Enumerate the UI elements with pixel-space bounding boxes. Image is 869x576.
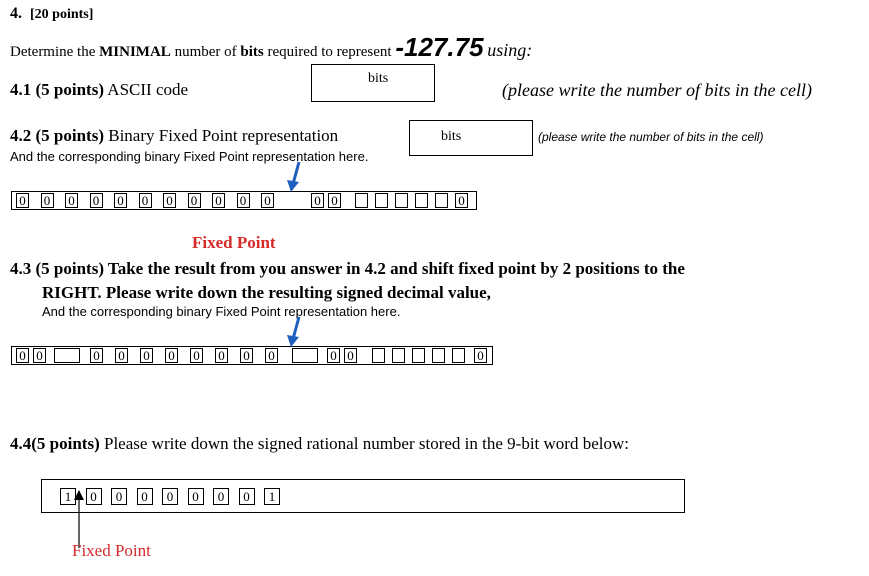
empty-bit-cell[interactable] [435,193,448,208]
q42-bits-cell-text: bits [441,129,462,144]
bit-cell[interactable]: 0 [163,193,176,208]
bit-cell[interactable]: 0 [111,488,127,505]
q42-instruction: (please write the number of bits in the cell) [538,130,764,144]
q44-label [10,434,629,454]
empty-bit-cell[interactable] [375,193,388,208]
q43-subtext: And the corresponding binary Fixed Point representation here. [42,304,401,319]
empty-bit-cell[interactable] [412,348,425,363]
bit-cell[interactable]: 0 [140,348,153,363]
q42-label [10,126,338,146]
bit-cell[interactable]: 0 [213,488,229,505]
q44-label-bold: 4.4(5 points) [10,434,100,453]
bit-cell[interactable]: 0 [327,348,340,363]
target-value: -127.75 [395,32,484,62]
q42-fixed-point-arrow-icon [285,160,305,194]
q44-fixed-point-label: Fixed Point [72,541,151,560]
empty-bit-cell[interactable] [392,348,405,363]
q41-label [10,80,188,100]
bit-cell[interactable]: 0 [311,193,324,208]
bit-cell[interactable]: 0 [240,348,253,363]
bit-cell[interactable]: 0 [165,348,178,363]
bit-cell[interactable]: 0 [328,193,341,208]
empty-bit-cell[interactable] [415,193,428,208]
empty-bit-cell[interactable] [372,348,385,363]
bit-cell[interactable]: 0 [115,348,128,363]
prompt-bits: bits [240,44,264,60]
q41-label-rest: ASCII code [103,80,189,99]
prompt-text-1: Determine the [10,44,100,60]
q43-fixed-point-arrow-icon [285,315,305,349]
bit-cell[interactable]: 0 [162,488,178,505]
prompt-text-3: required to represent [263,44,396,60]
bit-cell[interactable]: 0 [188,193,201,208]
bit-cell[interactable]: 1 [60,488,76,505]
bit-cell[interactable]: 0 [41,193,54,208]
bit-cell[interactable]: 0 [261,193,274,208]
empty-bit-cell[interactable] [292,348,318,363]
question-number: 4. [10,5,22,22]
q42-bits-cell[interactable] [409,120,533,156]
q43-line1: 4.3 (5 points) Take the result from you answer in 4.2 and shift fixed point by 2 positions to the [10,259,685,278]
q42-label-rest: Binary Fixed Point representation [103,126,339,145]
q41-instruction: (please write the number of bits in the cell) [502,80,812,100]
prompt-using: using: [487,40,533,60]
q43-line2: RIGHT. Please write down the resulting signed decimal value, [42,283,491,302]
bit-cell[interactable]: 0 [474,348,487,363]
empty-bit-cell[interactable] [54,348,80,363]
question-points: [20 points] [30,7,94,22]
q44-label-rest: Please write down the signed rational number stored in the 9-bit word below: [99,434,629,453]
q43-fixed-point-label: Fixed Point [192,233,276,252]
bit-cell[interactable]: 0 [215,348,228,363]
empty-bit-cell[interactable] [355,193,368,208]
q41-bits-cell-text: bits [368,71,389,86]
bit-cell[interactable]: 0 [16,348,29,363]
empty-bit-cell[interactable] [432,348,445,363]
bit-cell[interactable]: 0 [212,193,225,208]
prompt-minimal: MINIMAL [99,44,171,60]
bit-cell[interactable]: 0 [344,348,357,363]
bit-cell[interactable]: 0 [188,488,204,505]
bit-cell[interactable]: 0 [114,193,127,208]
bit-cell[interactable]: 0 [90,193,103,208]
question-4-prompt [10,32,532,63]
bit-cell[interactable]: 0 [65,193,78,208]
q42-label-bold: 4.2 (5 points) [10,126,104,145]
q41-bits-cell[interactable] [311,64,435,102]
bit-cell[interactable]: 0 [90,348,103,363]
bit-cell[interactable]: 0 [239,488,255,505]
empty-bit-cell[interactable] [452,348,465,363]
bit-cell[interactable]: 0 [190,348,203,363]
bit-cell[interactable]: 0 [16,193,29,208]
bit-cell[interactable]: 0 [33,348,46,363]
bit-cell[interactable]: 0 [237,193,250,208]
bit-cell[interactable]: 0 [139,193,152,208]
bit-cell[interactable]: 0 [86,488,102,505]
empty-bit-cell[interactable] [395,193,408,208]
question-4-header [10,5,93,23]
bit-cell[interactable]: 0 [137,488,153,505]
bit-cell[interactable]: 0 [455,193,468,208]
q41-label-bold: 4.1 (5 points) [10,80,104,99]
q42-subtext: And the corresponding binary Fixed Point representation here. [10,149,369,164]
prompt-text-2: number of [170,44,241,60]
bit-cell[interactable]: 1 [264,488,280,505]
bit-cell[interactable]: 0 [265,348,278,363]
